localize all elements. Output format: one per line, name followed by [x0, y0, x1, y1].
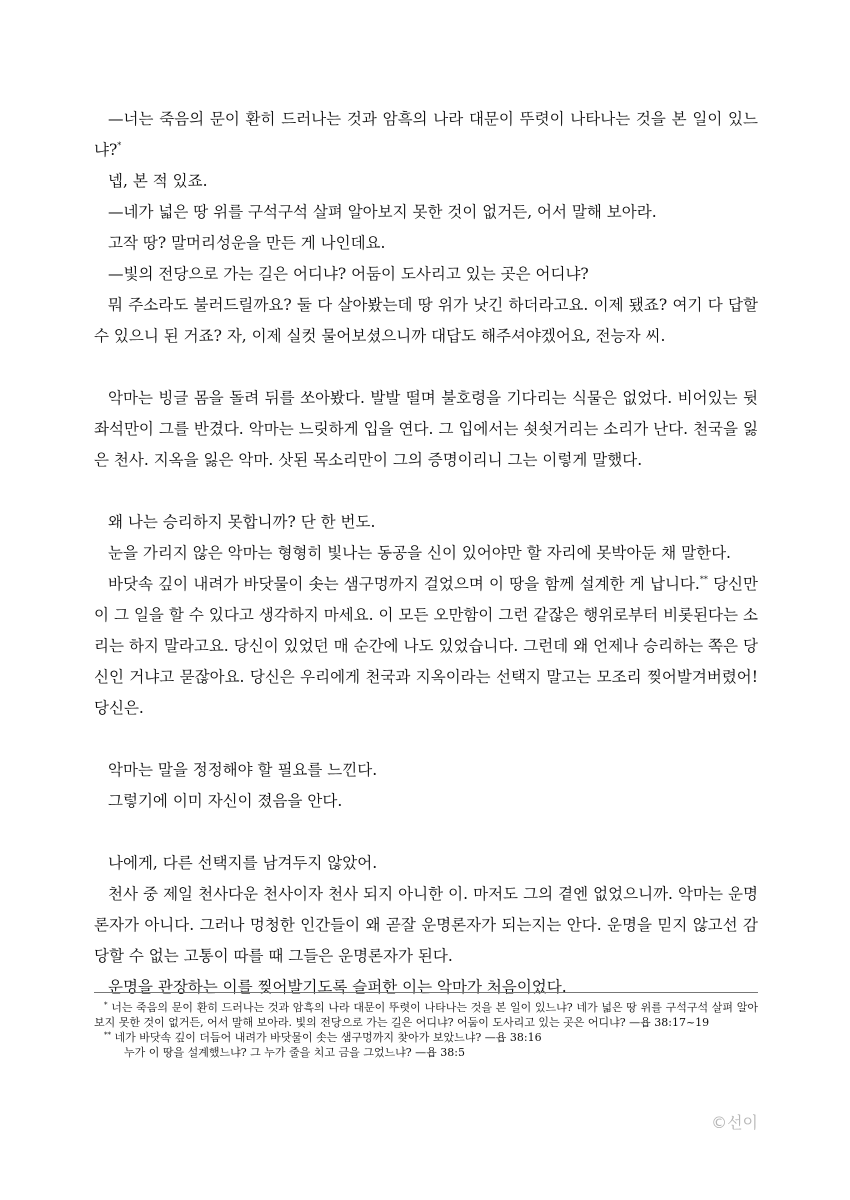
paragraph-text: 왜 나는 승리하지 못합니까? 단 한 번도. [108, 513, 376, 531]
footnote-1-mark: * [104, 1001, 108, 1009]
footnote-2-line-1 [104, 1030, 758, 1045]
paragraph-text: 그렇기에 이미 자신이 졌음을 안다. [108, 792, 343, 810]
paragraph-text: 악마는 말을 정정해야 할 필요를 느낀다. [108, 761, 378, 779]
paragraph-text-continued: 당신만이 그 일을 할 수 있다고 생각하지 마세요. 이 모든 오만함이 그런 같잖은 행위로부터 비롯된다는 소리는 하지 말라고요. 당신이 있었던 매 순간에 나도 있었습니다. 그런데 왜 언제나 승리하는 쪽은 당신인 거냐고 묻잖아요. 당신은 우리에게 천국과 지옥이라는 선택지 말고는 모조리 찢어발겨버렸어! 당신은. [94, 575, 759, 717]
footnote-reference: ** [699, 575, 708, 584]
paragraph-text: 넵, 본 적 있죠. [108, 172, 208, 190]
paragraph [94, 383, 758, 476]
paragraph-gap [94, 817, 758, 848]
footnote-2-text-1: 네가 바닷속 깊이 더듬어 내려가 바닷물이 솟는 샘구멍까지 찾아가 보았느냐? —욥 38:16 [114, 1031, 542, 1044]
paragraph [94, 197, 758, 228]
paragraph [94, 972, 758, 1003]
paragraph-text: —네가 넓은 땅 위를 구석구석 살펴 알아보지 못한 것이 없거든, 어서 말해 보아라. [108, 203, 657, 221]
copyright-mark: ©선이 [711, 1113, 758, 1132]
body-text [94, 104, 758, 1003]
paragraph-text: —빛의 전당으로 가는 길은 어디냐? 어둠이 도사리고 있는 곳은 어디냐? [108, 265, 589, 283]
paragraph-gap [94, 352, 758, 383]
paragraph-text: 눈을 가리지 않은 악마는 형형히 빛나는 동공을 신이 있어야만 할 자리에 못박아둔 채 말한다. [108, 544, 731, 562]
footnote-2 [94, 1030, 758, 1060]
paragraph [94, 538, 758, 569]
paragraph-text: 천사 중 제일 천사다운 천사이자 천사 되지 아니한 이. 마저도 그의 곁엔 없었으니까. 악마는 운명론자가 아니다. 그러나 멍청한 인간들이 왜 곧잘 운명론자가 되는지는 안다. 운명을 믿지 않고선 감당할 수 없는 고통이 따를 때 그들은 운명론자가 된다. [94, 885, 758, 965]
footnote-1-text: 너는 죽음의 문이 환히 드러나는 것과 암흑의 나라 대문이 뚜렷이 나타나는 것을 본 일이 있느냐? 네가 넓은 땅 위를 구석구석 살펴 알아보지 못한 것이 없거든, 어서 말해 보아라. 빛의 전당으로 가는 길은 어디냐? 어둠이 도사리고 있는 곳은 어디냐? —욥 38:17~19 [94, 1001, 758, 1029]
footnote-2-line-2: 누가 이 땅을 설계했느냐? 그 누가 줄을 치고 금을 그었느냐? —욥 38:5 [124, 1046, 465, 1059]
paragraph [94, 569, 758, 724]
footnote-reference: * [117, 141, 122, 150]
paragraph [94, 848, 758, 879]
paragraph [94, 786, 758, 817]
paragraph-text: —너는 죽음의 문이 환히 드러나는 것과 암흑의 나라 대문이 뚜렷이 나타나는 것을 본 일이 있느냐? [94, 110, 758, 159]
paragraph-text: 나에게, 다른 선택지를 남겨두지 않았어. [108, 854, 378, 872]
paragraph-text: 바닷속 깊이 내려가 바닷물이 솟는 샘구멍까지 걸었으며 이 땅을 함께 설계한 게 납니다. [108, 575, 700, 593]
paragraph [94, 290, 758, 352]
paragraph-gap [94, 724, 758, 755]
paragraph [94, 104, 758, 166]
paragraph-text: 운명을 관장하는 이를 찢어발기도록 슬퍼한 이는 악마가 처음이었다. [108, 978, 567, 996]
paragraph [94, 755, 758, 786]
paragraph [94, 166, 758, 197]
paragraph [94, 507, 758, 538]
footnote-2-mark: ** [104, 1031, 111, 1039]
paragraph-text: 뭐 주소라도 불러드릴까요? 둘 다 살아봤는데 땅 위가 낫긴 하더라고요. 이제 됐죠? 여기 다 답할 수 있으니 된 거죠? 자, 이제 실컷 물어보셨으니까 대답도 해주셔야겠어요, 전능자 씨. [94, 296, 758, 345]
paragraph-text: 악마는 빙글 몸을 돌려 뒤를 쏘아봤다. 발발 떨며 불호령을 기다리는 식물은 없었다. 비어있는 뒷좌석만이 그를 반겼다. 악마는 느릿하게 입을 연다. 그 입에서는 쇳쇳거리는 소리가 난다. 천국을 잃은 천사. 지옥을 잃은 악마. 삿된 목소리만이 그의 증명이리니 그는 이렇게 말했다. [94, 389, 758, 469]
footnote-1 [94, 1000, 758, 1030]
paragraph [94, 879, 758, 972]
paragraph-gap [94, 476, 758, 507]
paragraph-text: 고작 땅? 말머리성운을 만든 게 나인데요. [108, 234, 386, 252]
footnotes [94, 1000, 758, 1060]
paragraph [94, 228, 758, 259]
footnote-divider [94, 992, 758, 993]
paragraph [94, 259, 758, 290]
